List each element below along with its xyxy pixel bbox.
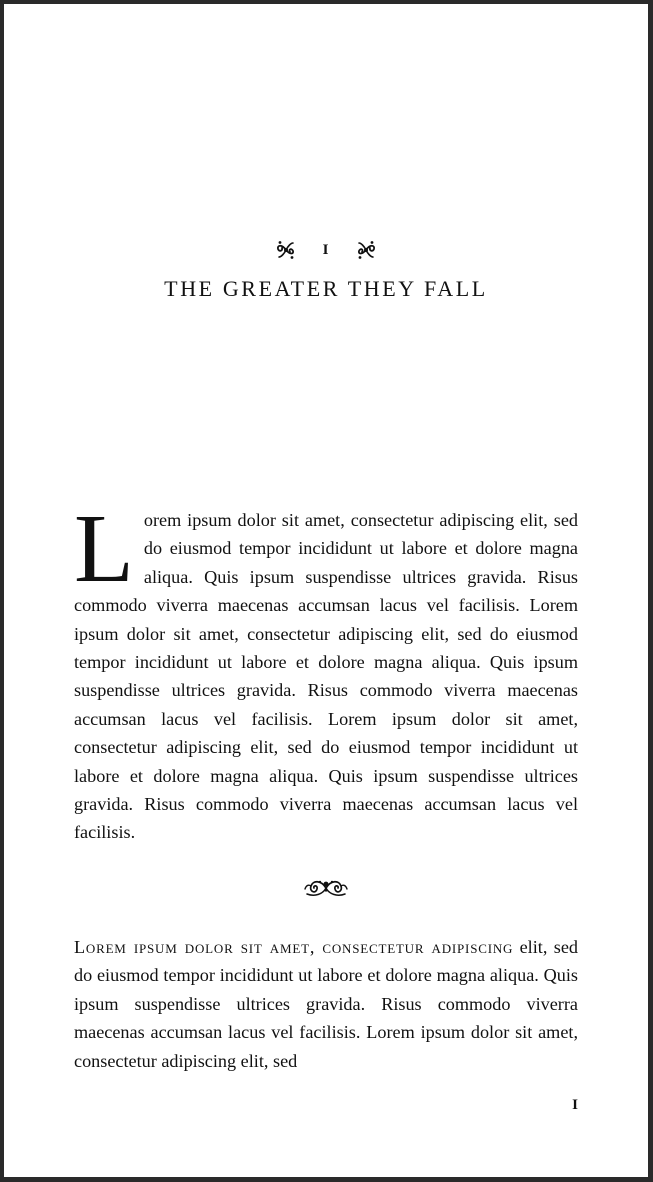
drop-cap: L <box>74 495 134 603</box>
fleuron-left-icon <box>275 240 297 260</box>
small-caps-lead-in: Lorem ipsum dolor sit amet, consectetur adipiscing <box>74 937 514 957</box>
opening-paragraph <box>74 495 578 847</box>
second-paragraph-text: elit, sed do eiusmod tempor incididunt ut labore et dolore magna aliqua. Quis ipsum suspendisse ultrices gravida. Risus commodo viverra maecenas accumsan lacus vel facilisis. Lorem ipsum dolor sit amet, consectetur adipiscing elit, sed <box>74 937 578 1071</box>
chapter-number: I <box>322 242 330 258</box>
chapter-title: THE GREATER THEY FALL <box>164 276 488 301</box>
book-page <box>4 4 648 1177</box>
fleuron-right-icon <box>355 240 377 260</box>
page-number: I <box>572 1097 578 1113</box>
chapter-heading-ornaments <box>4 238 648 262</box>
floral-ornament-icon <box>303 876 349 900</box>
opening-paragraph-text: orem ipsum dolor sit amet, consectetur adipiscing elit, sed do eiusmod tempor incididunt ut labore et dolore magna aliqua. Quis ipsum suspendisse ultrices gravida. Risus commodo viverra maecenas accumsan lacus vel facilisis. Lorem ipsum dolor sit amet, consectetur adipiscing elit, sed do eiusmod tempor incididunt ut labore et dolore magna aliqua. Quis ipsum suspendisse ultrices gravida. Risus commodo viverra maecenas accumsan lacus vel facilisis. Lorem ipsum dolor sit amet, consectetur adipiscing elit, sed do eiusmod tempor incididunt ut labore et dolore magna aliqua. Quis ipsum suspendisse ultrices gravida. Risus commodo viverra maecenas accumsan lacus vel facilisis. <box>74 510 578 843</box>
second-paragraph <box>74 933 578 1075</box>
section-break <box>4 876 648 900</box>
